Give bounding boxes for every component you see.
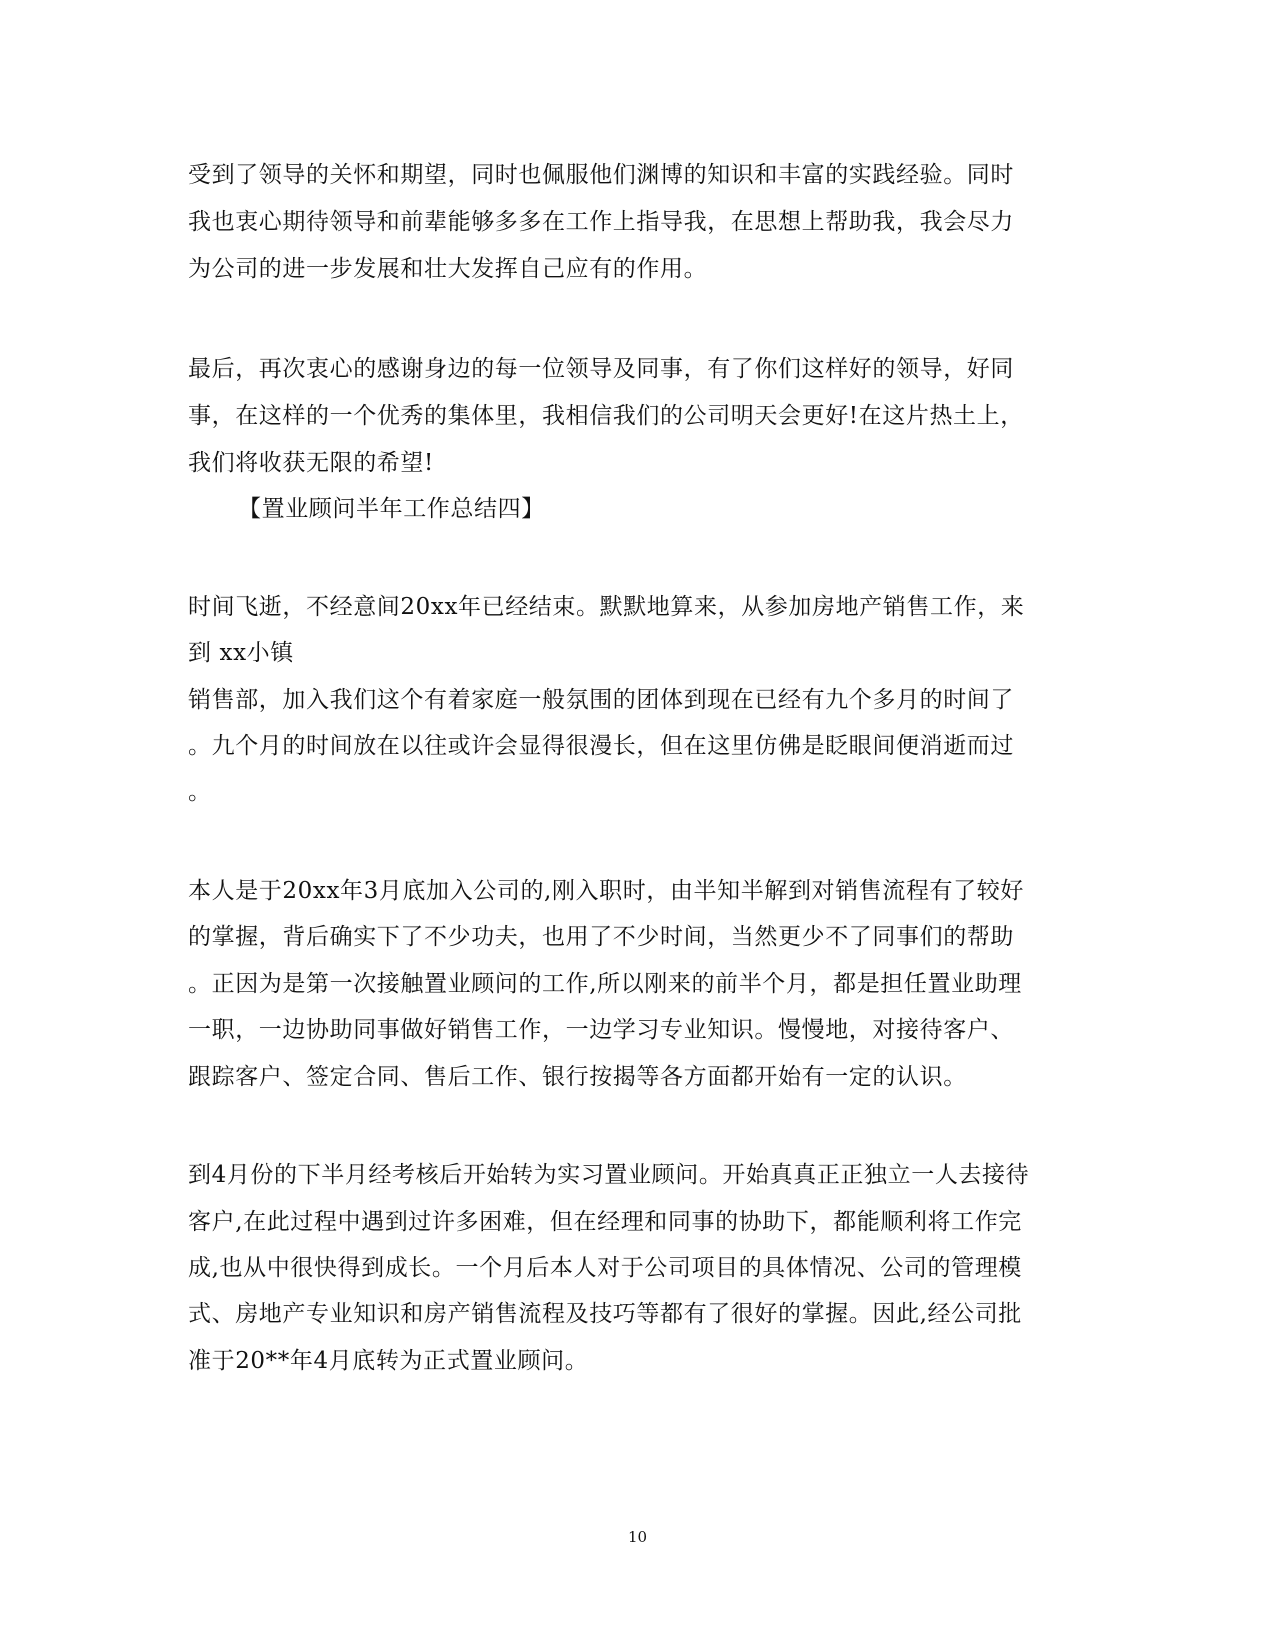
text-line: 。九个月的时间放在以往或许会显得很漫长，但在这里仿佛是眨眼间便消逝而过	[188, 733, 1014, 759]
text-line: 我也衷心期待领导和前辈能够多多在工作上指导我，在思想上帮助我，我会尽力	[188, 209, 1014, 235]
text-line: 最后，再次衷心的感谢身边的每一位领导及同事，有了你们这样好的领导，好同	[188, 356, 1014, 382]
text-line: 。	[188, 779, 212, 805]
text-line: 跟踪客户、签定合同、售后工作、银行按揭等各方面都开始有一定的认识。	[188, 1064, 967, 1090]
text-line: 我们将收获无限的希望!	[188, 450, 434, 476]
text-line: 的掌握，背后确实下了不少功夫，也用了不少时间，当然更少不了同事们的帮助	[188, 924, 1014, 950]
text-line: 准于20**年4月底转为正式置业顾问。	[188, 1348, 589, 1374]
text-line: 一职，一边协助同事做好销售工作，一边学习专业知识。慢慢地，对接待客户、	[188, 1017, 1014, 1043]
text-line: 式、房地产专业知识和房产销售流程及技巧等都有了很好的掌握。因此,经公司批	[188, 1301, 1022, 1327]
section-heading: 【置业顾问半年工作总结四】	[238, 496, 545, 522]
text-line: 为公司的进一步发展和壮大发挥自己应有的作用。	[188, 256, 708, 282]
text-line: 到4月份的下半月经考核后开始转为实习置业顾问。开始真真正正独立一人去接待	[188, 1162, 1030, 1188]
text-line: 销售部，加入我们这个有着家庭一般氛围的团体到现在已经有九个多月的时间了	[188, 687, 1014, 713]
text-line: 成,也从中很快得到成长。一个月后本人对于公司项目的具体情况、公司的管理模	[188, 1255, 1022, 1281]
text-line: 。正因为是第一次接触置业顾问的工作,所以刚来的前半个月，都是担任置业助理	[188, 971, 1022, 997]
text-line: 受到了领导的关怀和期望，同时也佩服他们渊博的知识和丰富的实践经验。同时	[188, 162, 1014, 188]
page-number: 10	[627, 1528, 648, 1546]
text-line: 本人是于20xx年3月底加入公司的,刚入职时，由半知半解到对销售流程有了较好	[188, 878, 1024, 904]
text-line: 时间飞逝，不经意间20xx年已经结束。默默地算来，从参加房地产销售工作，来	[188, 594, 1025, 620]
text-line: 客户,在此过程中遇到过许多困难，但在经理和同事的协助下，都能顺利将工作完	[188, 1209, 1022, 1235]
text-line: 事，在这样的一个优秀的集体里，我相信我们的公司明天会更好!在这片热土上，	[188, 403, 1024, 429]
text-line: 到 xx小镇	[188, 640, 294, 666]
